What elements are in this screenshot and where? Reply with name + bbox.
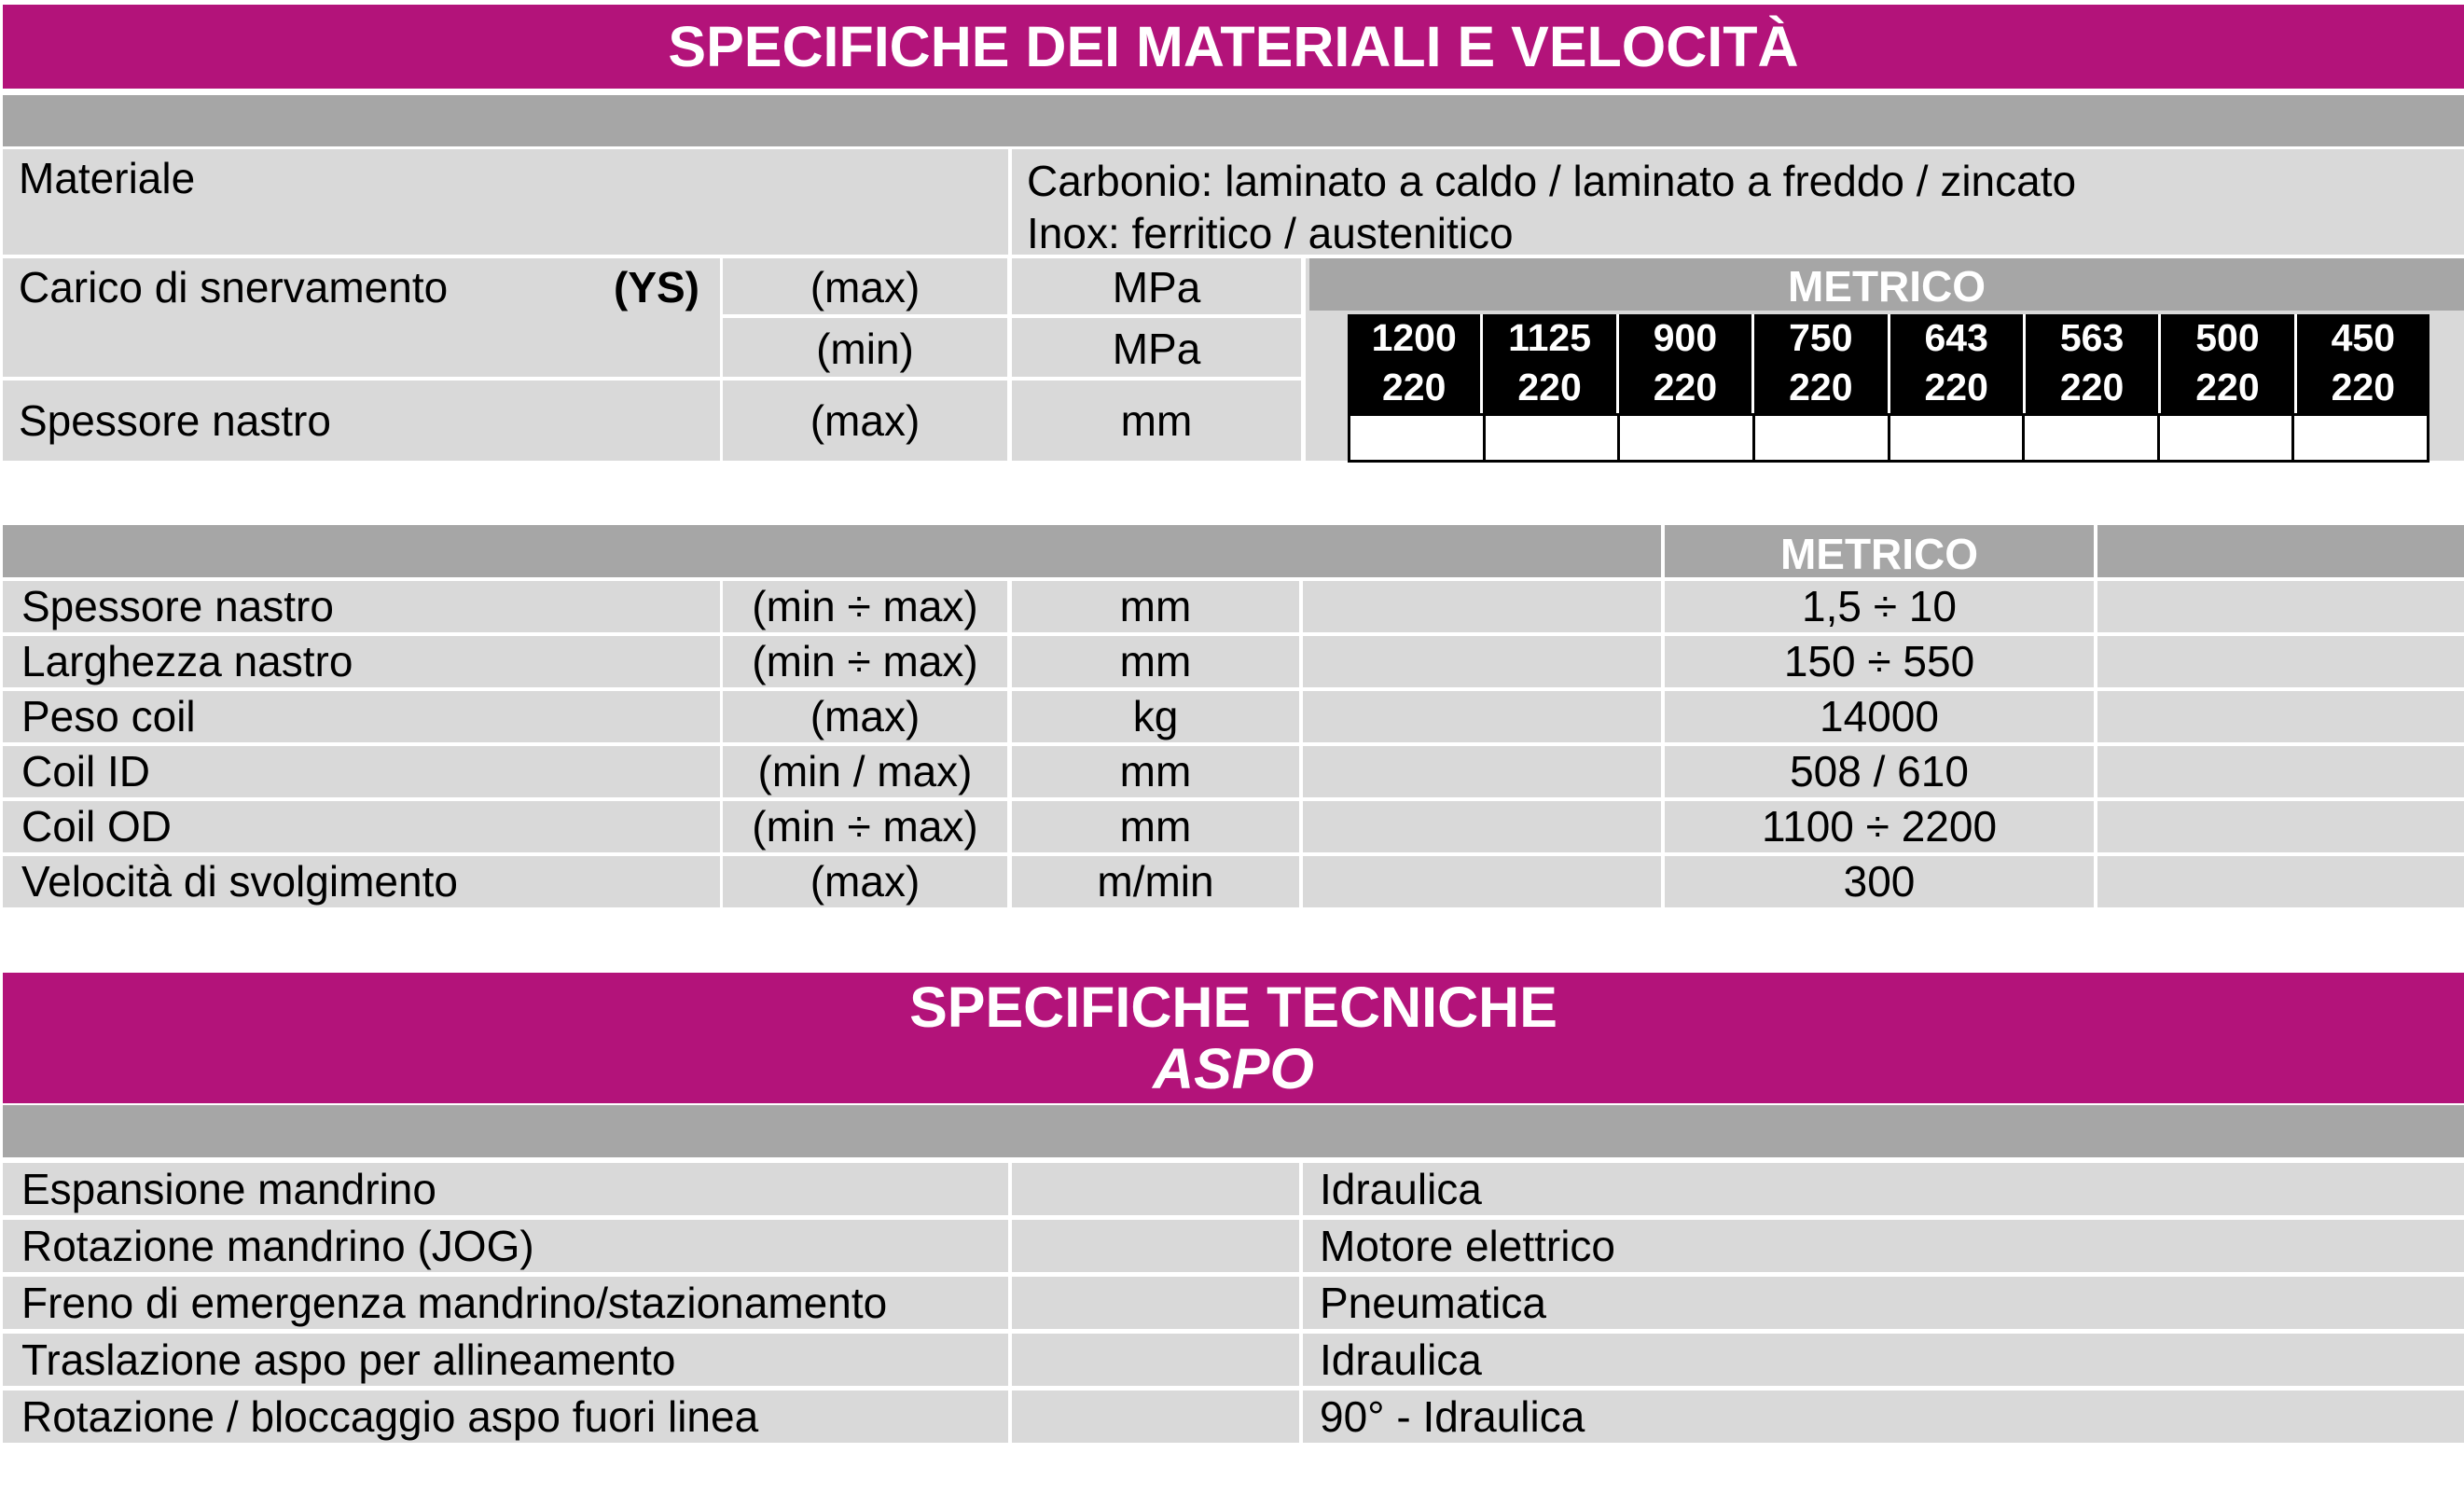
- carico-label: Carico di snervamento: [19, 263, 449, 311]
- materiale-value-line1: Carbonio: laminato a caldo / laminato a freddo / zincato: [1027, 157, 2077, 205]
- spec-row-value: 508 / 610: [1665, 746, 2094, 797]
- tech-spec-label: Freno di emergenza mandrino/stazionamento: [3, 1277, 1008, 1329]
- tech-spec-value: Pneumatica: [1303, 1277, 2464, 1329]
- ys-min-row: [1348, 364, 2429, 413]
- ys-max-value: 563: [2026, 314, 2161, 364]
- metrico-header-2: METRICO: [1665, 525, 2094, 577]
- spec-row-qualifier: (max): [723, 856, 1007, 907]
- thickness-max-value: 5: [1620, 416, 1755, 460]
- spec-row-spacer: [1303, 581, 1661, 632]
- section3-gray-bar: [3, 1105, 2464, 1157]
- materiale-label: Materiale: [3, 149, 1008, 255]
- tech-spec-label: Rotazione mandrino (JOG): [3, 1220, 1008, 1272]
- carico-max-unit: MPa: [1012, 258, 1301, 314]
- spec-row-value: 300: [1665, 856, 2094, 907]
- carico-min-qual: (min): [723, 318, 1007, 377]
- spec-row-value: 150 ÷ 550: [1665, 636, 2094, 687]
- tech-spec-spacer: [1012, 1220, 1299, 1272]
- spec-row-extra: [2097, 691, 2464, 742]
- ys-min-value: 220: [2331, 366, 2396, 408]
- ys-max-value: 1200: [1348, 314, 1483, 364]
- section1-title: SPECIFICHE DEI MATERIALI E VELOCITÀ: [3, 5, 2464, 89]
- ys-max-value: 643: [1890, 314, 2026, 364]
- tech-spec-label: Traslazione aspo per allineamento: [3, 1334, 1008, 1386]
- ys-max-value: 450: [2331, 316, 2396, 359]
- spec-row-unit: mm: [1012, 801, 1299, 852]
- spec-row-label: Spessore nastro: [3, 581, 720, 632]
- tech-spec-spacer: [1012, 1277, 1299, 1329]
- spec-row-spacer: [1303, 801, 1661, 852]
- tech-spec-label: Espansione mandrino: [3, 1163, 1008, 1215]
- tech-spec-spacer: [1012, 1390, 1299, 1443]
- spec-row-extra: [2097, 856, 2464, 907]
- spec-row-label: Coil ID: [3, 746, 720, 797]
- tech-spec-value: Idraulica: [1303, 1163, 2464, 1215]
- spec-row-value: 14000: [1665, 691, 2094, 742]
- thickness-max-value: 7: [1890, 416, 2026, 460]
- tech-spec-spacer: [1012, 1334, 1299, 1386]
- thickness-row: [1348, 413, 2429, 463]
- spec-row-spacer: [1303, 856, 1661, 907]
- thickness-max-value: 8: [2025, 416, 2160, 460]
- ys-max-value: 750: [1754, 314, 1890, 364]
- spec-row-spacer: [1303, 691, 1661, 742]
- ys-min-value: 220: [1890, 364, 2026, 413]
- thickness-max-value: 9: [2160, 416, 2295, 460]
- thickness-max-value: 2: [1350, 416, 1486, 460]
- ys-min-value: 220: [1483, 364, 1618, 413]
- spessore-label: Spessore nastro: [3, 380, 720, 461]
- spec-row-label: Velocità di svolgimento: [3, 856, 720, 907]
- ys-max-value: 900: [1619, 314, 1754, 364]
- materiale-value-line2: Inox: ferritico / austenitico: [1027, 209, 1514, 257]
- spec-row-spacer: [1303, 746, 1661, 797]
- ys-min-value: 220: [1348, 364, 1483, 413]
- spec-row-label: Coil OD: [3, 801, 720, 852]
- ys-min-value: 220: [2026, 364, 2161, 413]
- spec-row-extra: [2097, 801, 2464, 852]
- spec-row-value: 1,5 ÷ 10: [1665, 581, 2094, 632]
- ys-max-value: 500: [2161, 314, 2296, 364]
- spec-row-extra: [2097, 636, 2464, 687]
- thickness-max-value: 6: [1755, 416, 1890, 460]
- carico-label-cell: [3, 258, 720, 377]
- spessore-unit: mm: [1012, 380, 1301, 461]
- spec-row-unit: kg: [1012, 691, 1299, 742]
- thickness-max-value: 10: [2339, 416, 2382, 459]
- carico-abbr: (YS): [614, 263, 699, 311]
- spec-row-spacer: [1303, 636, 1661, 687]
- tech-spec-value: 90° - Idraulica: [1303, 1390, 2464, 1443]
- ys-max-row: [1348, 314, 2429, 364]
- spec-row-label: Larghezza nastro: [3, 636, 720, 687]
- spec-row-value: 1100 ÷ 2200: [1665, 801, 2094, 852]
- tech-spec-value: Idraulica: [1303, 1334, 2464, 1386]
- spec-row-extra: [2097, 746, 2464, 797]
- spec-row-qualifier: (min ÷ max): [723, 581, 1007, 632]
- spessore-qual: (max): [723, 380, 1007, 461]
- section2-gray-left: [3, 525, 1661, 577]
- section3-title: SPECIFICHE TECNICHE: [909, 975, 1557, 1039]
- section2-gray-right: [2097, 525, 2464, 577]
- ys-min-value: 220: [1619, 364, 1754, 413]
- spec-row-unit: mm: [1012, 746, 1299, 797]
- spec-row-qualifier: (min ÷ max): [723, 636, 1007, 687]
- spec-row-qualifier: (max): [723, 691, 1007, 742]
- spec-row-qualifier: (min ÷ max): [723, 801, 1007, 852]
- spec-row-qualifier: (min / max): [723, 746, 1007, 797]
- tech-spec-label: Rotazione / bloccaggio aspo fuori linea: [3, 1390, 1008, 1443]
- ys-max-value: 1125: [1483, 314, 1618, 364]
- materiale-value: [1012, 149, 2464, 255]
- carico-min-unit: MPa: [1012, 318, 1301, 377]
- metrico-header-1: METRICO: [1309, 258, 2464, 311]
- section3-subtitle: ASPO: [1153, 1037, 1314, 1100]
- tech-spec-value: Motore elettrico: [1303, 1220, 2464, 1272]
- spec-row-unit: mm: [1012, 581, 1299, 632]
- thickness-max-value: 4: [1486, 416, 1621, 460]
- ys-min-value: 220: [1754, 364, 1890, 413]
- spec-row-label: Peso coil: [3, 691, 720, 742]
- carico-max-qual: (max): [723, 258, 1007, 314]
- ys-min-value: 220: [2161, 364, 2296, 413]
- section3-title-band: [3, 973, 2464, 1103]
- section1-gray-bar: [3, 95, 2464, 146]
- spec-row-extra: [2097, 581, 2464, 632]
- tech-spec-spacer: [1012, 1163, 1299, 1215]
- spec-row-unit: m/min: [1012, 856, 1299, 907]
- spec-row-unit: mm: [1012, 636, 1299, 687]
